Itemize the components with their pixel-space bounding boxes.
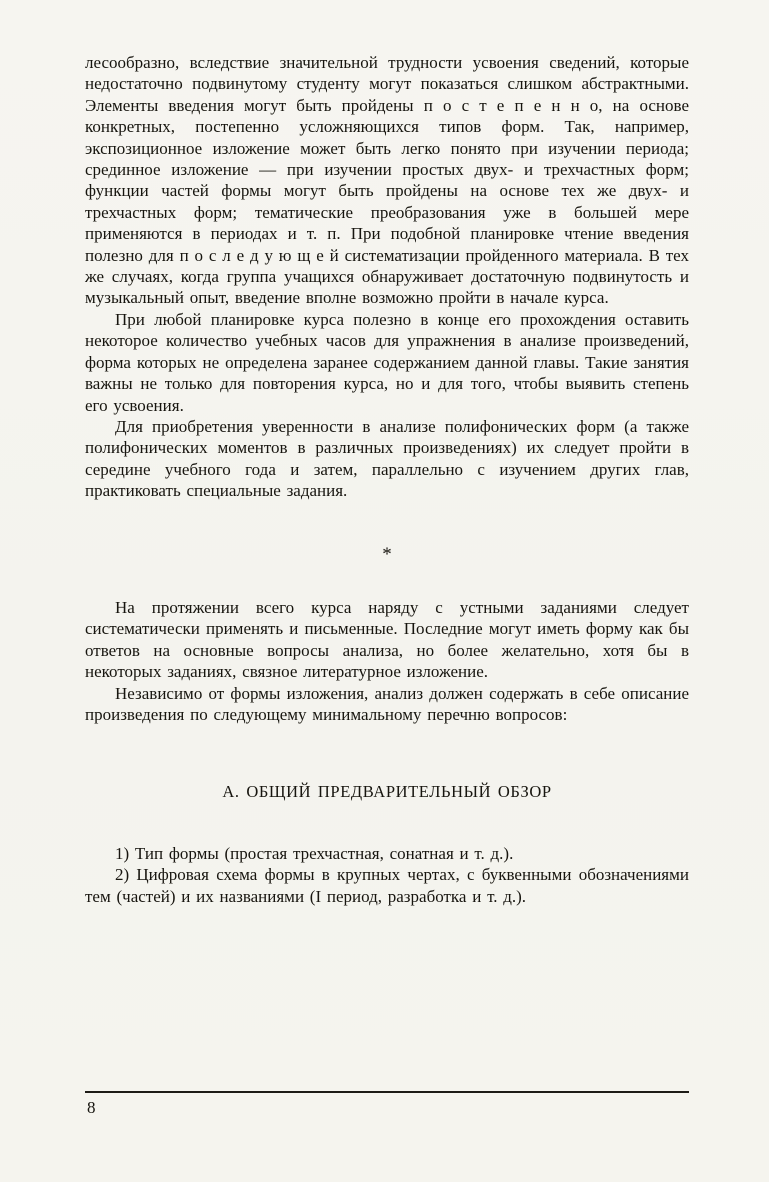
page-number: 8 bbox=[87, 1098, 96, 1117]
text-block bbox=[85, 52, 689, 907]
section-heading: А. ОБЩИЙ ПРЕДВАРИТЕЛЬНЫЙ ОБЗОР bbox=[222, 782, 552, 802]
footer-rule bbox=[85, 1091, 689, 1093]
list-item: 1) Тип формы (простая трехчастная, сонатная и т. д.). bbox=[115, 843, 514, 863]
paragraph: Для приобретения уверенности в анализе полифонических форм (а также полифонических моментов в различных произведениях) их следует пройти в середине учебного года и затем, параллельно с изучением других глав, практиковать специальные задания. bbox=[85, 416, 689, 501]
list-item: 2) Цифровая схема формы в крупных чертах, с буквенными обозначениями тем (частей) и их названиями (I период, разработка и т. д.). bbox=[85, 865, 689, 906]
paragraph: При любой планировке курса полезно в конце его прохождения оставить некоторое количество учебных часов для упражнения в анализе произведений, форма которых не определена заранее содержанием данной главы. Такие занятия важны не только для повторения курса, но и для того, чтобы выявить степень его усвоения. bbox=[85, 309, 689, 415]
paragraph: Независимо от формы изложения, анализ должен содержать в себе описание произведения по следующему минимальному перечню вопросов: bbox=[85, 683, 689, 724]
paragraph: На протяжении всего курса наряду с устными заданиями следует систематически применять и письменные. Последние могут иметь форму как бы ответов на основные вопросы анализа, но более желательно, хотя бы в некоторых заданиях, связное литературное изложение. bbox=[85, 597, 689, 682]
page-footer bbox=[85, 1091, 689, 1118]
section-separator-asterisk: * bbox=[382, 543, 392, 565]
paragraph-continuation: лесообразно, вследствие значительной трудности усвоения сведений, которые недостаточно подвинутому студенту могут показаться слишком абстрактными. Элементы введения могут быть пройдены п о с т е п е н н о, на основе конкретных, постепенно усложняющихся типов форм. Так, например, экспозиционное изложение может быть легко понято при изучении периода; срединное изложение — при изучении простых двух- и трехчастных форм; функции частей формы могут быть пройдены на основе тех же двух- и трехчастных форм; тематические преобразования уже в большей мере применяются в периодах и т. п. При подобной планировке чтение введения полезно для п о с л е д у ю щ е й систематизации пройденного материала. В тех же случаях, когда группа учащихся обнаруживает достаточную подвинутость и музыкальный опыт, введение вполне возможно пройти в начале курса. bbox=[85, 53, 689, 308]
